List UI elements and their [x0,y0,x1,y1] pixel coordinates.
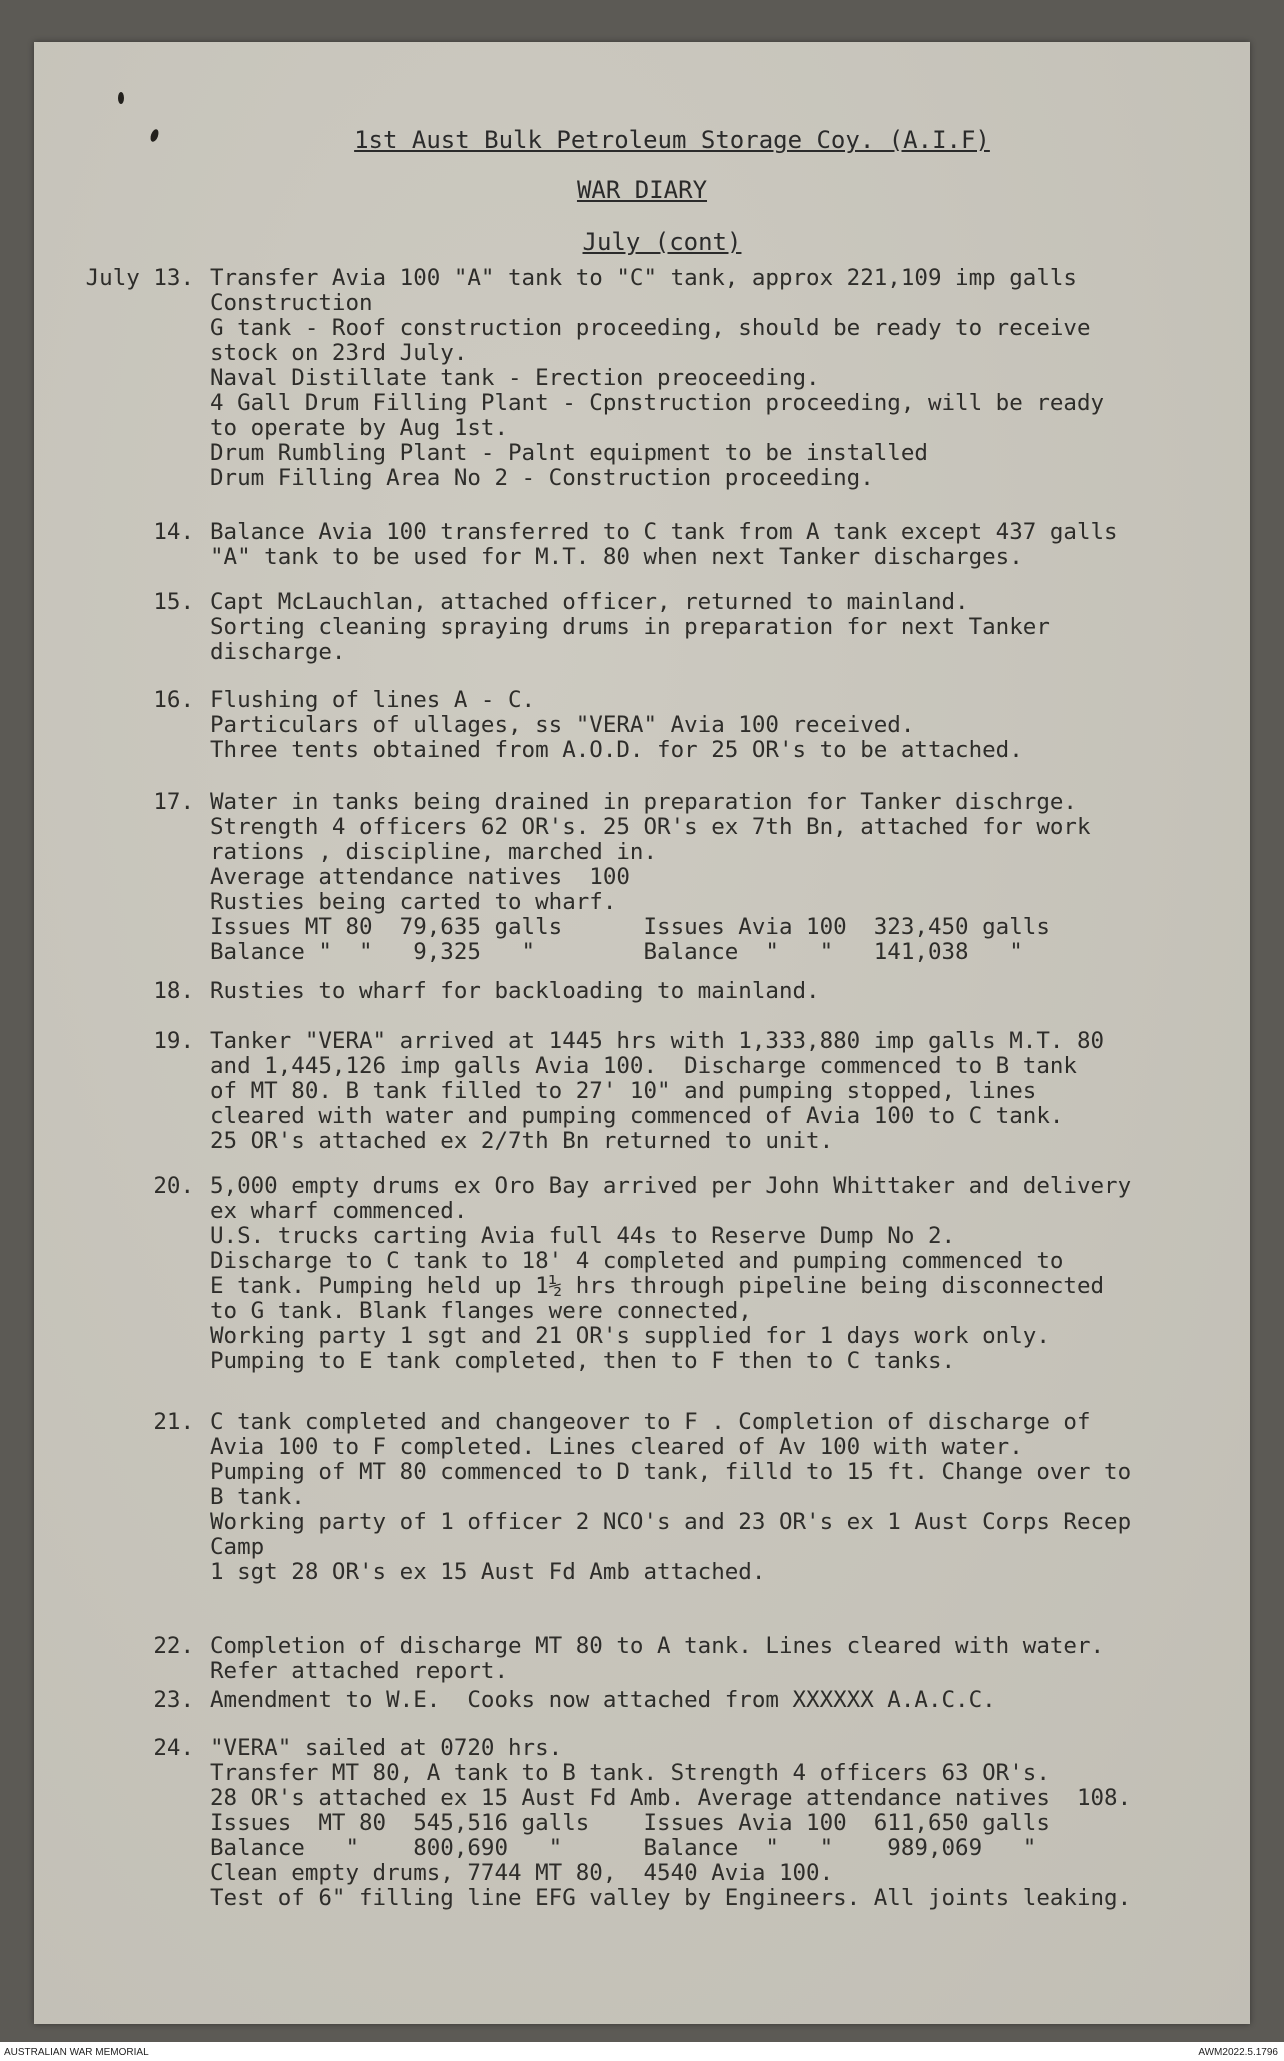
entry-line: Drum Filling Area No 2 - Construction proceeding. [210,465,874,491]
entry-line: to G tank. Blank flanges were connected, [210,1298,752,1324]
entry-line: Water in tanks being drained in preparation for Tanker dischrge. [210,789,1077,815]
entry-line: Sorting cleaning spraying drums in preparation for next Tanker [210,614,1050,640]
entry-line: Issues MT 80 545,516 galls Issues Avia 100 611,650 galls [210,1810,1050,1836]
entry-line: cleared with water and pumping commenced of Avia 100 to C tank. [210,1103,1064,1129]
entry-line: Avia 100 to F completed. Lines cleared of Av 100 with water. [210,1434,1023,1460]
entry-line: 4 Gall Drum Filling Plant - Cpnstruction proceeding, will be ready [210,390,1105,416]
entry-line: Balance " 800,690 " Balance " " 989,069 " [210,1835,1037,1861]
entry-body [210,1688,1250,1713]
month-subheading: July (cont) [582,228,742,256]
entry-line: 28 OR's attached ex 15 Aust Fd Amb. Average attendance natives 108. [210,1785,1132,1811]
entry-line: Transfer Avia 100 "A" tank to "C" tank, approx 221,109 imp galls [210,265,1077,291]
entry-line: U.S. trucks carting Avia full 44s to Reserve Dump No 2. [210,1223,956,1249]
diary-page [34,42,1250,2024]
entry-line: Issues MT 80 79,635 galls Issues Avia 100 323,450 galls [210,914,1050,940]
entry-line: C tank completed and changeover to F . Completion of discharge of [210,1409,1091,1435]
footer-credit: AUSTRALIAN WAR MEMORIAL [4,2047,149,2058]
entry-line: Camp [210,1534,265,1560]
footer-reference: AWM2022.5.1796 [1198,2047,1278,2058]
entry-date: 22. [153,1633,194,1659]
entry-line: Construction [210,290,373,316]
entry-line: Three tents obtained from A.O.D. for 25 OR's to be attached. [210,737,1023,763]
entry-line: "A" tank to be used for M.T. 80 when next Tanker discharges. [210,544,1023,570]
entry-line: G tank - Roof construction proceeding, should be ready to receive [210,315,1091,341]
entry-line: stock on 23rd July. [210,340,468,366]
entry-line: ex wharf commenced. [210,1198,468,1224]
entry-body [210,1410,1250,1585]
entry-line: Amendment to W.E. Cooks now attached from XXXXXX A.A.C.C. [210,1687,996,1713]
war-diary-heading: WAR DIARY [576,176,708,204]
entry-line: to operate by Aug 1st. [210,415,509,441]
entry-line: Pumping of MT 80 commenced to D tank, filld to 15 ft. Change over to [210,1459,1132,1485]
entry-body [210,1634,1250,1684]
footer [0,2046,1284,2061]
entry-line: Discharge to C tank to 18' 4 completed and pumping commenced to [210,1248,1064,1274]
entry-line: Average attendance natives 100 [210,864,630,890]
entry-date: 16. [153,687,194,713]
entry-body [210,1029,1250,1154]
entry-line: Drum Rumbling Plant - Palnt equipment to be installed [210,440,928,466]
entry-line: Refer attached report. [210,1658,509,1684]
entry-line: Working party 1 sgt and 21 OR's supplied for 1 days work only. [210,1323,1050,1349]
entry-line: of MT 80. B tank filled to 27' 10" and pumping stopped, lines [210,1078,1037,1104]
entry-body [210,979,1250,1004]
entry-date: 15. [153,589,194,615]
entry-line: Capt McLauchlan, attached officer, returned to mainland. [210,589,969,615]
punch-hole-mark [118,92,124,104]
entry-line: Naval Distillate tank - Erection preoceeding. [210,365,820,391]
entry-date: 21. [153,1409,194,1435]
entry-line: Balance Avia 100 transferred to C tank from A tank except 437 galls [210,519,1118,545]
entry-date: 19. [153,1028,194,1054]
entry-line: Rusties being carted to wharf. [210,889,617,915]
entry-line: Rusties to wharf for backloading to mainland. [210,978,820,1004]
entry-line: B tank. [210,1484,305,1510]
entry-body [210,1736,1250,1911]
entry-line: 25 OR's attached ex 2/7th Bn returned to unit. [210,1128,834,1154]
entry-date: 23. [153,1687,194,1713]
entry-date: 17. [153,789,194,815]
entry-line: rations , discipline, marched in. [210,839,658,865]
entry-date: 24. [153,1735,194,1761]
entry-line: Working party of 1 officer 2 NCO's and 23 OR's ex 1 Aust Corps Recep [210,1509,1132,1535]
entry-date: 20. [153,1173,194,1199]
entry-date: 18. [153,978,194,1004]
entry-line: Pumping to E tank completed, then to F then to C tanks. [210,1348,956,1374]
entry-line: "VERA" sailed at 0720 hrs. [210,1735,563,1761]
entry-body [210,1174,1250,1374]
entry-line: Tanker "VERA" arrived at 1445 hrs with 1,333,880 imp galls M.T. 80 [210,1028,1105,1054]
entry-date: 14. [153,519,194,545]
entry-line: E tank. Pumping held up 1½ hrs through pipeline being disconnected [210,1273,1105,1299]
entry-line: Particulars of ullages, ss "VERA" Avia 100 received. [210,712,915,738]
entry-date: July 13. [85,265,194,291]
entry-body [210,520,1250,570]
entry-line: Transfer MT 80, A tank to B tank. Strength 4 officers 63 OR's. [210,1760,1050,1786]
entry-line: discharge. [210,639,346,665]
entry-body [210,790,1250,965]
entry-line: Clean empty drums, 7744 MT 80, 4540 Avia 100. [210,1860,834,1886]
unit-title: 1st Aust Bulk Petroleum Storage Coy. (A.I.F) [354,126,990,154]
entry-line: Flushing of lines A - C. [210,687,536,713]
entry-line: and 1,445,126 imp galls Avia 100. Discharge commenced to B tank [210,1053,1077,1079]
entry-body [210,266,1250,491]
entry-line: Balance " " 9,325 " Balance " " 141,038 " [210,939,1023,965]
entry-line: Test of 6" filling line EFG valley by Engineers. All joints leaking. [210,1885,1132,1911]
entry-line: Strength 4 officers 62 OR's. 25 OR's ex 7th Bn, attached for work [210,814,1091,840]
entry-line: Completion of discharge MT 80 to A tank. Lines cleared with water. [210,1633,1105,1659]
entry-body [210,590,1250,665]
entry-line: 1 sgt 28 OR's ex 15 Aust Fd Amb attached. [210,1559,766,1585]
entry-line: 5,000 empty drums ex Oro Bay arrived per John Whittaker and delivery [210,1173,1132,1199]
entry-body [210,688,1250,763]
